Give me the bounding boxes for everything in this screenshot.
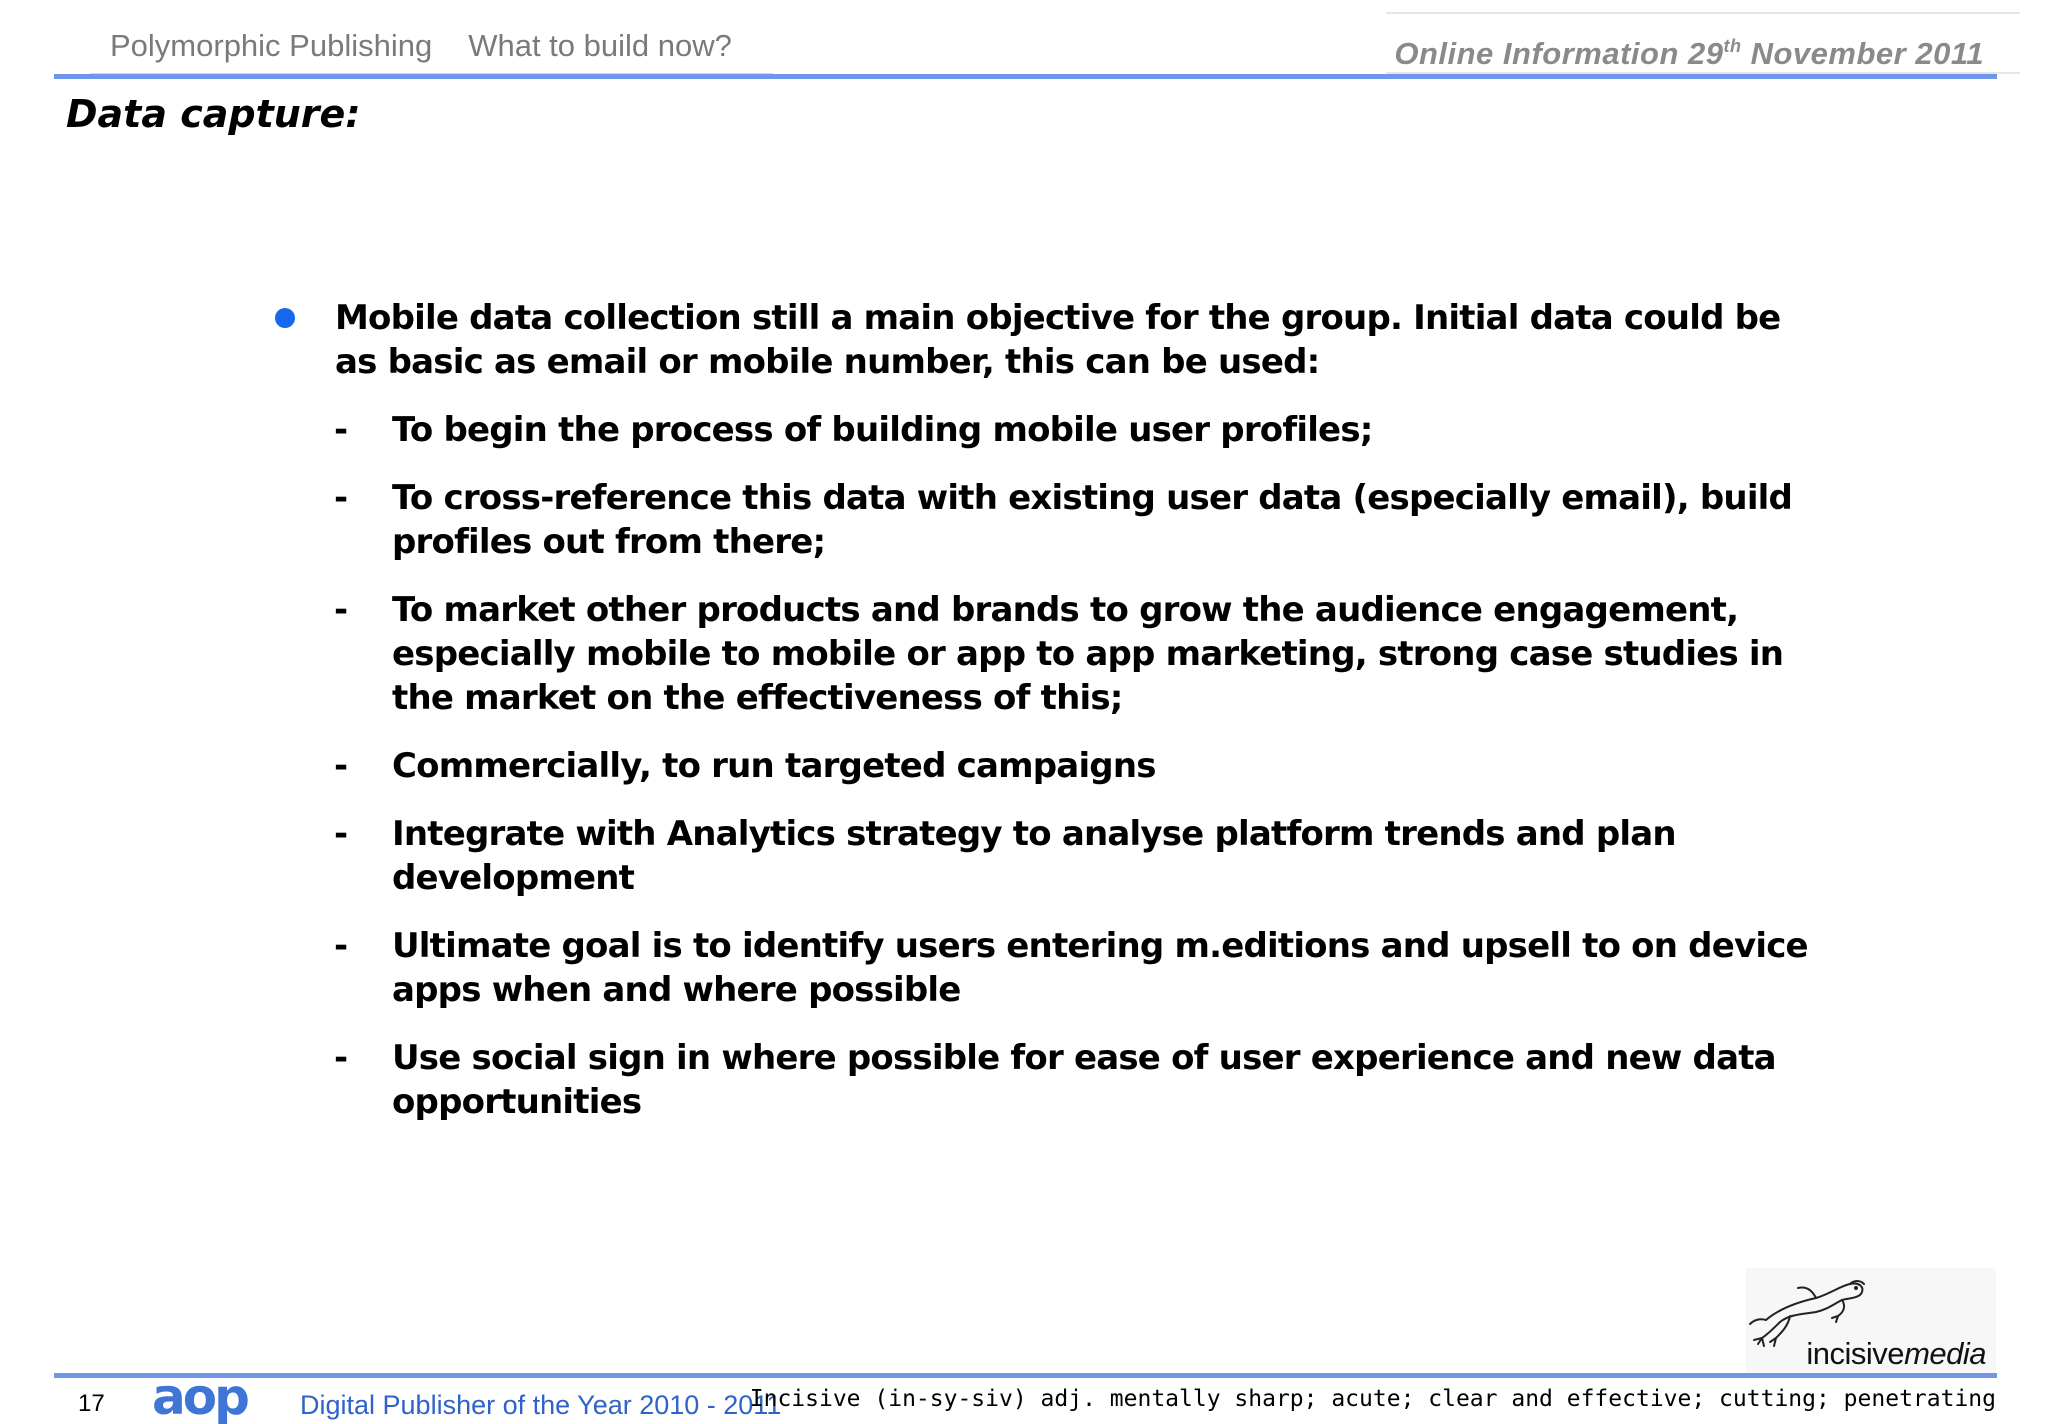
event-date-rest: November 2011 <box>1741 36 1984 71</box>
aop-logo <box>152 1378 284 1424</box>
header-rule <box>54 74 1997 79</box>
wordmark-light: media <box>1904 1336 1986 1371</box>
sub-bullet <box>272 744 1812 788</box>
event-label <box>1394 36 1984 72</box>
event-box <box>1386 12 2020 74</box>
sub-bullet <box>272 476 1812 564</box>
sub-bullet <box>272 812 1812 900</box>
bullet-dot-icon <box>275 308 295 328</box>
dash-icon: - <box>334 926 348 966</box>
dash-icon: - <box>334 410 348 450</box>
sub-bullet-text: Commercially, to run targeted campaigns <box>392 746 1156 786</box>
sub-bullet-text: Integrate with Analytics strategy to analyse platform trends and plan development <box>392 814 1676 898</box>
incisive-media-logo <box>1746 1268 1996 1374</box>
sub-bullet-text: To market other products and brands to grow the audience engagement, especially mobile to mobile or app to app marketing, strong case studies in the market on the effectiveness of this; <box>392 590 1784 718</box>
incisive-media-wordmark <box>1806 1336 1986 1372</box>
main-bullet-text: Mobile data collection still a main objective for the group. Initial data could be as basic as email or mobile number, this can be used: <box>335 298 1781 382</box>
dash-icon: - <box>334 478 348 518</box>
sub-bullet-text: Ultimate goal is to identify users entering m.editions and upsell to on device apps when and where possible <box>392 926 1808 1010</box>
section-name: What to build now? <box>468 28 732 63</box>
sub-bullet <box>272 588 1812 720</box>
sub-bullet-text: Use social sign in where possible for ease of user experience and new data opportunities <box>392 1038 1776 1122</box>
company-name: Polymorphic Publishing <box>110 28 433 63</box>
dash-icon: - <box>334 814 348 854</box>
event-prefix: Online Information 29 <box>1394 36 1724 71</box>
page-title: Data capture: <box>66 92 361 136</box>
award-text: Digital Publisher of the Year 2010 - 2011 <box>300 1390 782 1420</box>
dash-icon: - <box>334 590 348 630</box>
event-suffix: th <box>1723 36 1742 56</box>
footer-rule <box>54 1373 1997 1378</box>
wordmark-bold: incisive <box>1806 1336 1905 1371</box>
main-bullet <box>272 296 1812 384</box>
sub-bullet <box>272 924 1812 1012</box>
sub-bullet <box>272 408 1812 452</box>
aop-logo-text: aop <box>152 1378 247 1424</box>
page-number: 17 <box>78 1390 105 1417</box>
sub-bullet-text: To begin the process of building mobile user profiles; <box>392 410 1373 450</box>
sub-bullet <box>272 1036 1812 1124</box>
definition-text: Incisive (in-sy-siv) adj. mentally sharp; acute; clear and effective; cutting; penetrating <box>749 1386 1996 1412</box>
dash-icon: - <box>334 1038 348 1078</box>
sub-bullet-list <box>272 408 1812 1124</box>
slide-content <box>272 296 1812 1148</box>
dash-icon: - <box>334 746 348 786</box>
sub-bullet-text: To cross-reference this data with existing user data (especially email), build profiles out from there; <box>392 478 1793 562</box>
header-left <box>110 28 732 64</box>
